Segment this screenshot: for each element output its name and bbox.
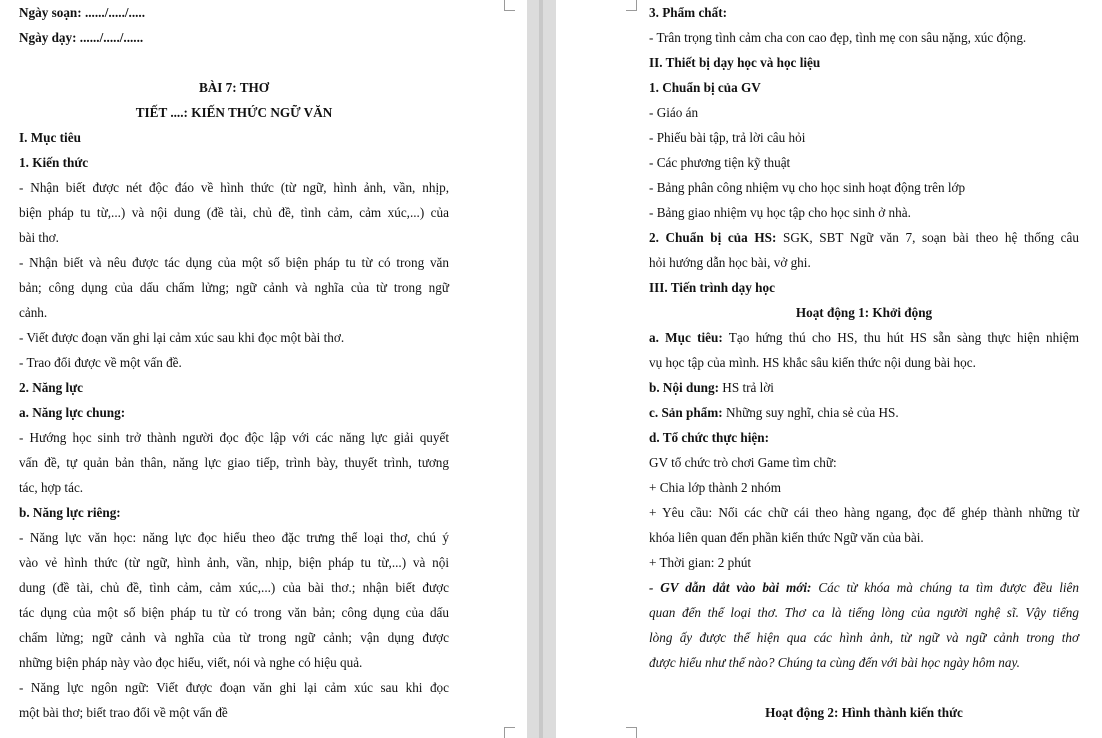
paragraph-line: được hiểu như thế nào? Chúng ta cùng đến với bài học ngày hôm nay. xyxy=(649,655,1020,670)
paragraph-line: dung (đề tài, chủ đề, tình cảm, cảm xúc,...) của bài thơ.; nhận biết được xyxy=(19,580,449,595)
paragraph-line: - Viết được đoạn văn ghi lại cảm xúc sau khi đọc một bài thơ. xyxy=(19,330,345,345)
org-label: d. Tổ chức thực hiện: xyxy=(649,430,769,445)
inline-text: Tạo hứng thú cho HS, thu hút HS sẵn sàng thực hiện nhiệm xyxy=(722,330,1079,345)
paragraph-line: hỏi hướng dẫn học bài, vở ghi. xyxy=(649,255,811,270)
paragraph-line: - Năng lực ngôn ngữ: Viết được đoạn văn ghi lại cảm xúc sau khi đọc xyxy=(19,680,449,695)
paragraph-line: - Năng lực văn học: năng lực đọc hiểu theo đặc trưng thể loại thơ, chú ý xyxy=(19,530,449,545)
paragraph-line: lòng ấy được thể hiện qua các hình ảnh, từ ngữ và ngữ cảnh trong thơ xyxy=(649,630,1079,645)
paragraph-line: vấn đề, tự quản bản thân, năng lực giao tiếp, trình bày, thuyết trình, tương xyxy=(19,455,449,470)
paragraph-line: - Nhận biết được nét độc đáo về hình thức (từ ngữ, hình ảnh, vần, nhịp, xyxy=(19,180,449,195)
period-title: TIẾT ....: KIẾN THỨC NGỮ VĂN xyxy=(135,105,333,120)
date-prepare: Ngày soạn: ....../...../..... xyxy=(19,5,146,20)
paragraph-line: một bài thơ; biết trao đổi về một vấn đề xyxy=(19,705,228,720)
margin-corner-mark xyxy=(504,727,515,738)
paragraph-line: những biện pháp này vào đọc hiểu, viết, nói và nghe có hiệu quả. xyxy=(19,655,363,670)
paragraph-line xyxy=(649,405,1079,421)
paragraph-line: cảnh. xyxy=(19,305,48,320)
goal-label: a. Mục tiêu: xyxy=(649,330,723,345)
paragraph-line: vụ học tập của mình. HS khắc sâu kiến thức nội dung bài học. xyxy=(649,355,976,370)
margin-corner-mark xyxy=(504,0,515,11)
activity-heading: Hoạt động 2: Hình thành kiến thức xyxy=(765,705,963,720)
subheading-competence: 2. Năng lực xyxy=(19,380,83,395)
inline-text: HS trả lời xyxy=(719,380,774,395)
inline-text: Những suy nghĩ, chia sẻ của HS. xyxy=(722,405,899,420)
paragraph-line: - Trao đổi được về một vấn đề. xyxy=(19,355,182,370)
section-heading-equipment: II. Thiết bị dạy học và học liệu xyxy=(649,55,821,70)
lead-label: - GV dẫn dắt vào bài mới: xyxy=(649,580,812,595)
subheading-specific-competence: b. Năng lực riêng: xyxy=(19,505,121,520)
margin-corner-mark xyxy=(626,0,637,11)
paragraph-line: - Nhận biết và nêu được tác dụng của một số biện pháp tu từ có trong văn xyxy=(19,255,449,270)
paragraph-line: tác dụng của một số biện pháp tu từ có trong văn bản; công dụng của dấu xyxy=(19,605,449,620)
document-page-left xyxy=(0,0,527,738)
lesson-title: BÀI 7: THƠ xyxy=(198,80,270,95)
paragraph-line: + Chia lớp thành 2 nhóm xyxy=(649,480,781,495)
content-label: b. Nội dung: xyxy=(649,380,719,395)
subheading-student-prep: 2. Chuẩn bị của HS: xyxy=(649,230,777,245)
subheading-general-competence: a. Năng lực chung: xyxy=(19,405,126,420)
subheading-knowledge: 1. Kiến thức xyxy=(19,155,89,170)
list-item: - Bảng phân công nhiệm vụ cho học sinh hoạt động trên lớp xyxy=(649,180,966,195)
product-label: c. Sản phẩm: xyxy=(649,405,723,420)
paragraph-line: tác, hợp tác. xyxy=(19,480,84,495)
paragraph-line xyxy=(649,580,1079,596)
paragraph-line: vào vẻ hình thức (từ ngữ, hình ảnh, vần, nhịp, biện pháp tu từ,...) và nội xyxy=(19,555,449,570)
section-heading-objectives: I. Mục tiêu xyxy=(19,130,81,145)
list-item: - Phiếu bài tập, trả lời câu hỏi xyxy=(649,130,806,145)
paragraph-line: chấm lửng; ngữ cảnh và nghĩa của từ trong ngữ cảnh; vận dụng được xyxy=(19,630,449,645)
date-teach: Ngày dạy: ....../...../...... xyxy=(19,30,144,45)
paragraph-line: quan đến thể loại thơ. Thơ ca là tiếng lòng của người nghệ sĩ. Vậy tiếng xyxy=(649,605,1079,620)
paragraph-line: + Yêu cầu: Nối các chữ cái theo hàng ngang, đọc để ghép thành những từ xyxy=(649,505,1079,520)
document-page-right xyxy=(556,0,1102,738)
paragraph-line xyxy=(649,230,1079,246)
list-item: - Bảng giao nhiệm vụ học tập cho học sinh ở nhà. xyxy=(649,205,911,220)
paragraph-line: + Thời gian: 2 phút xyxy=(649,555,752,570)
paragraph-line: bản; công dụng của dấu chấm lửng; ngữ cảnh và nghĩa của từ trong ngữ xyxy=(19,280,449,295)
paragraph-line: khóa liên quan đến phần kiến thức Ngữ văn của bài. xyxy=(649,530,924,545)
section-heading-process: III. Tiến trình dạy học xyxy=(649,280,775,295)
activity-heading: Hoạt động 1: Khởi động xyxy=(795,305,933,320)
inline-text: SGK, SBT Ngữ văn 7, soạn bài theo hệ thống câu xyxy=(776,230,1079,245)
paragraph-line xyxy=(649,380,1079,396)
paragraph-line: biện pháp tu từ,...) và nội dung (đề tài, chủ đề, tình cảm, cảm xúc,...) của xyxy=(19,205,449,220)
page-gutter xyxy=(527,0,556,738)
paragraph-line: bài thơ. xyxy=(19,230,59,245)
paragraph-line: - Trân trọng tình cảm cha con cao đẹp, tình mẹ con sâu nặng, xúc động. xyxy=(649,30,1027,45)
paragraph-line: - Hướng học sinh trở thành người đọc độc lập với các năng lực giải quyết xyxy=(19,430,449,445)
margin-corner-mark xyxy=(626,727,637,738)
subheading-teacher-prep: 1. Chuẩn bị của GV xyxy=(649,80,761,95)
inline-text: Các từ khóa mà chúng ta tìm được đều liên xyxy=(811,580,1079,595)
list-item: - Các phương tiện kỹ thuật xyxy=(649,155,791,170)
list-item: - Giáo án xyxy=(649,105,699,120)
paragraph-line xyxy=(649,330,1079,346)
paragraph-line: GV tổ chức trò chơi Game tìm chữ: xyxy=(649,455,837,470)
subheading-qualities: 3. Phẩm chất: xyxy=(649,5,728,20)
